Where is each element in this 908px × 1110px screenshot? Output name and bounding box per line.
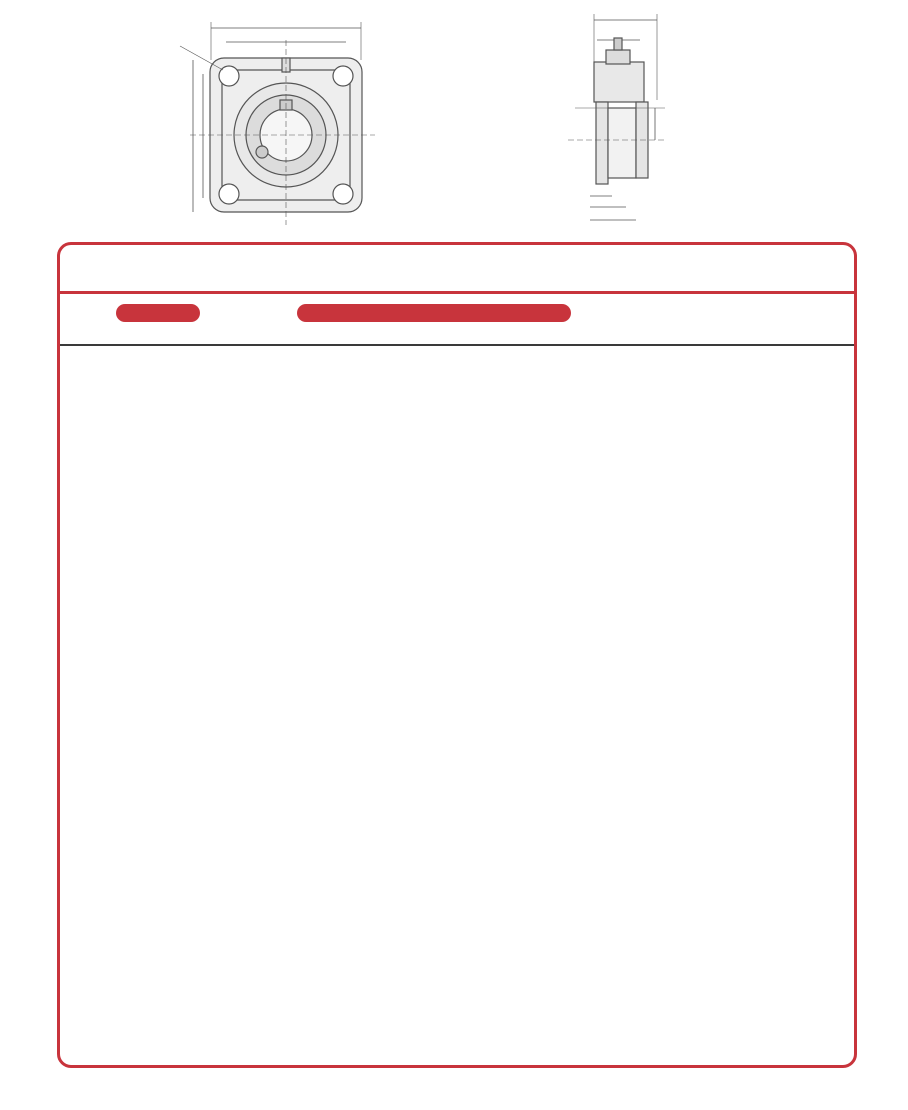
technical-drawings bbox=[0, 0, 908, 240]
title-divider bbox=[60, 291, 854, 294]
header-divider bbox=[60, 344, 854, 346]
front-view-drawing bbox=[180, 22, 375, 225]
dimensions-header-pill bbox=[297, 304, 571, 322]
spec-table-card bbox=[57, 242, 857, 1068]
shaft-header-pill bbox=[116, 304, 200, 322]
side-view-drawing bbox=[568, 14, 665, 220]
table-title bbox=[60, 245, 854, 291]
